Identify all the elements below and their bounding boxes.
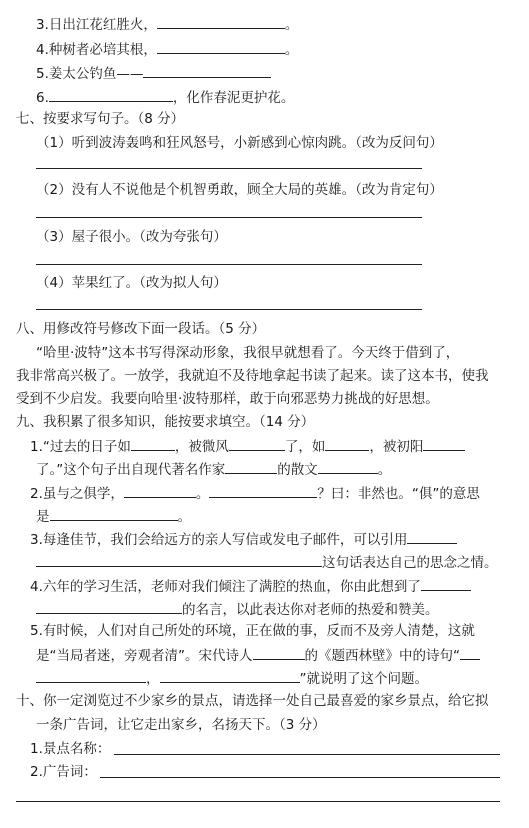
passage-line-2: 我非常高兴极了。一放学，我就迫不及待地拿起书读了起来。读了这本书，使我: [16, 368, 489, 384]
blank-line[interactable]: [157, 14, 285, 29]
blank-line[interactable]: [50, 506, 178, 521]
passage-line-1: “哈里·波特”这本书写得深动形象，我很早就想看了。今天终于借到了，: [36, 345, 460, 361]
question-9-4-line-b: 的名言，以此表达你对老师的热爱和赞美。: [36, 599, 529, 619]
poem-item-5: 5.姜太公钓鱼——: [36, 63, 529, 83]
blank-line[interactable]: [225, 459, 277, 474]
poem-item-4: 4.种树者必培其根， 。: [36, 39, 529, 59]
section-10-heading-line-2: 一条广告词，让它走出家乡，名扬天下。（3 分）: [36, 717, 326, 733]
blank-line[interactable]: [36, 599, 182, 614]
question-9-2-line-b: 是 。: [36, 506, 529, 526]
section-10-heading-line-1: 十、你一定浏览过不少家乡的景点，请选择一处自己最喜爱的家乡景点，给它拟: [16, 693, 489, 709]
question-7-2: （2）没有人不说他是个机智勇敢，顾全大局的英雄。（改为肯定句）: [36, 182, 443, 198]
blank-line[interactable]: [49, 87, 173, 102]
blank-line[interactable]: [131, 436, 175, 451]
blank-line[interactable]: [460, 645, 480, 660]
scenic-spot-name-row: 1.景点名称：: [30, 741, 111, 757]
ad-slogan-row: 2.广告词：: [30, 764, 97, 780]
blank-line[interactable]: [407, 529, 457, 544]
scenic-spot-name-line[interactable]: [114, 754, 500, 755]
question-7-3: （3）屋子很小。（改为夸张句）: [36, 229, 227, 245]
blank-line[interactable]: [157, 39, 285, 54]
poem-item-3: 3.日出江花红胜火， 。: [36, 14, 529, 34]
answer-line-7-2[interactable]: [36, 217, 422, 218]
question-9-5-line-b: 是“当局者迷，旁观者清”。宋代诗人 的《题西林壁》中的诗句“: [36, 645, 529, 665]
question-9-3-line-a: 3.每逢佳节，我们会给远方的亲人写信或发电子邮件，可以引用: [30, 529, 529, 549]
question-9-4-line-a: 4.六年的学习生活，老师对我们倾注了满腔的热血，你由此想到了: [30, 576, 529, 596]
question-7-4: （4）苹果红了。（改为拟人句）: [36, 275, 227, 291]
blank-line[interactable]: [253, 645, 305, 660]
answer-line-7-4[interactable]: [36, 309, 422, 310]
ad-slogan-line-2[interactable]: [16, 801, 500, 802]
blank-line[interactable]: [318, 459, 378, 474]
question-9-1-line-b: 了。”这个句子出自现代著名作家 的散文 。: [36, 459, 529, 479]
blank-line[interactable]: [160, 668, 300, 683]
section-7-heading: 七、按要求写句子。（8 分）: [16, 111, 185, 127]
section-9-heading: 九、我积累了很多知识，能按要求填空。（14 分）: [16, 414, 315, 430]
question-9-5-line-a: 5.有时候，人们对自己所处的环境，正在做的事，反而不及旁人清楚，这就: [30, 623, 475, 639]
passage-line-3: 受到不少启发。我要向哈里·波特那样，敢于向邪恶势力挑战的好思想。: [16, 391, 439, 407]
answer-line-7-1[interactable]: [36, 168, 422, 169]
blank-line[interactable]: [423, 436, 465, 451]
blank-line[interactable]: [209, 483, 317, 498]
blank-line[interactable]: [229, 436, 285, 451]
blank-line[interactable]: [36, 668, 146, 683]
question-7-1: （1）听到波涛轰鸣和狂风怒号，小新感到心惊肉跳。（改为反问句）: [36, 135, 443, 151]
blank-line[interactable]: [143, 63, 271, 78]
question-9-5-line-c: ， ”就说明了这个问题。: [36, 668, 529, 688]
question-9-1-line-a: 1.“过去的日子如 ，被微风 了，如 ，被初阳: [30, 436, 529, 456]
blank-line[interactable]: [421, 576, 471, 591]
blank-line[interactable]: [36, 552, 322, 567]
answer-line-7-3[interactable]: [36, 264, 422, 265]
question-9-3-line-b: 这句话表达自己的思念之情。: [36, 552, 529, 572]
section-8-heading: 八、用修改符号修改下面一段话。（5 分）: [16, 321, 266, 337]
ad-slogan-line-1[interactable]: [100, 777, 500, 778]
question-9-2-line-a: 2.虽与之俱学， 。 ？曰：非然也。“俱”的意思: [30, 483, 529, 503]
blank-line[interactable]: [124, 483, 196, 498]
blank-line[interactable]: [325, 436, 369, 451]
poem-item-6: 6. ，化作春泥更护花。: [36, 87, 529, 107]
